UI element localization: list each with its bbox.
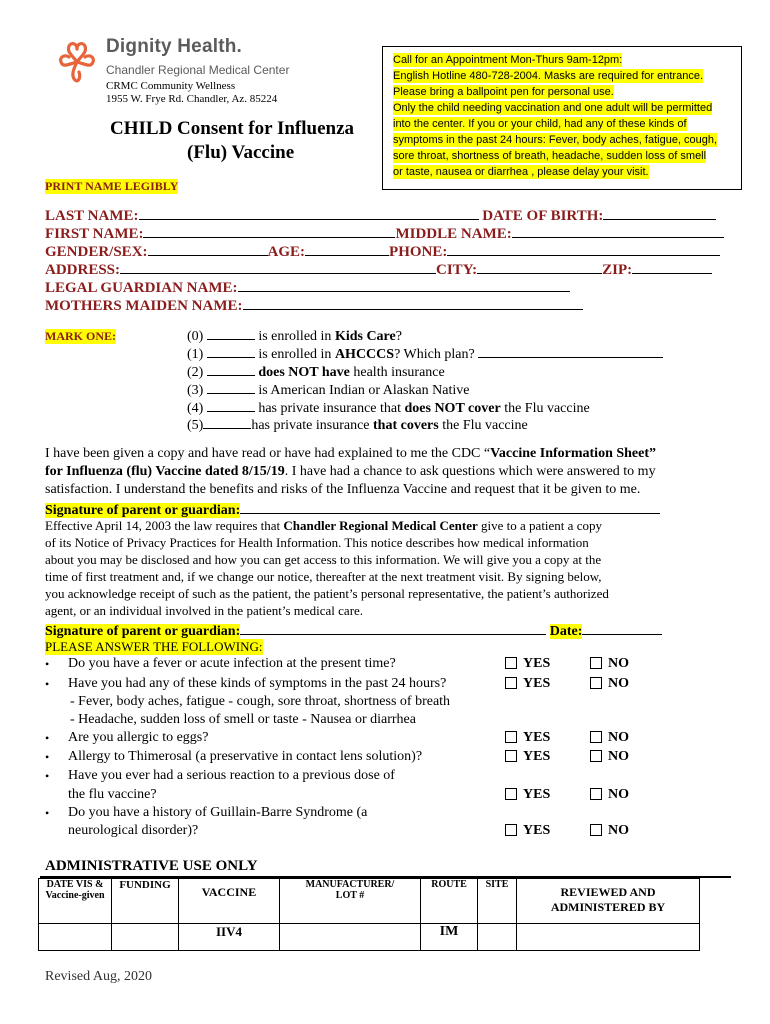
revision-date: Revised Aug, 2020 bbox=[45, 969, 152, 984]
checkbox-icon[interactable] bbox=[505, 824, 517, 836]
option-blank[interactable] bbox=[207, 327, 255, 340]
dignity-health-logo-icon bbox=[57, 40, 97, 84]
phone-field[interactable] bbox=[447, 241, 720, 256]
col-manufacturer: MANUFACTURER/ LOT # bbox=[280, 879, 421, 924]
form-title-line-2: (Flu) Vaccine bbox=[187, 142, 295, 163]
privacy-signature-row bbox=[45, 621, 662, 640]
question-prior-reaction-cont: the flu vaccine? bbox=[68, 787, 157, 802]
privacy-line-1: Effective April 14, 2003 the law requires that Chandler Regional Medical Center give to a patient a copy bbox=[45, 518, 602, 533]
privacy-line-4: time of first treatment and, if we change our notice, thereafter at the next treatment visit. By signing below, bbox=[45, 569, 602, 584]
field-row-maiden bbox=[45, 295, 583, 315]
notice-line: Call for an Appointment Mon-Thurs 9am-12pm: bbox=[393, 54, 623, 66]
middle-name-field[interactable] bbox=[512, 223, 724, 238]
privacy-signature-field[interactable] bbox=[240, 621, 546, 635]
option-blank[interactable] bbox=[207, 399, 255, 412]
consent-line-3: satisfaction. I understand the benefits and risks of the Influenza Vaccine and request that it be given to me. bbox=[45, 482, 641, 497]
checkbox-icon[interactable] bbox=[590, 731, 602, 743]
questions-heading: PLEASE ANSWER THE FOLLOWING: bbox=[45, 639, 263, 654]
maiden-name-label: MOTHERS MAIDEN NAME: bbox=[45, 298, 243, 314]
notice-line: English Hotline 480-728-2004. Masks are required for entrance. bbox=[393, 70, 704, 82]
checkbox-icon[interactable] bbox=[505, 677, 517, 689]
gender-field[interactable] bbox=[148, 241, 268, 256]
thimerosal-no-option[interactable]: NO bbox=[590, 749, 629, 765]
city-label: CITY: bbox=[436, 262, 478, 278]
insurance-option-1: (1) is enrolled in AHCCCS? Which plan? bbox=[187, 345, 663, 363]
middle-name-label: MIDDLE NAME: bbox=[395, 226, 512, 242]
notice-line: symptoms in the past 24 hours: Fever, body aches, fatigue, cough, bbox=[393, 134, 718, 146]
route-cell[interactable]: IM bbox=[421, 924, 478, 951]
consent-line-1: I have been given a copy and have read or have had explained to me the CDC “Vaccine Information Sheet” bbox=[45, 446, 657, 461]
gender-label: GENDER/SEX: bbox=[45, 244, 148, 260]
which-plan-field[interactable] bbox=[478, 345, 663, 358]
age-label: AGE: bbox=[267, 244, 306, 260]
vaccine-cell[interactable]: IIV4 bbox=[179, 924, 280, 951]
consent-signature-field[interactable] bbox=[240, 500, 660, 514]
city-field[interactable] bbox=[477, 259, 602, 274]
date-label: Date: bbox=[549, 624, 583, 639]
consent-signature-row bbox=[45, 500, 660, 519]
option-blank[interactable] bbox=[207, 381, 255, 394]
col-site: SITE bbox=[478, 879, 517, 924]
checkbox-icon[interactable] bbox=[505, 657, 517, 669]
dob-field[interactable] bbox=[603, 205, 716, 220]
option-blank[interactable] bbox=[203, 416, 251, 429]
form-title-line-1: CHILD Consent for Influenza bbox=[110, 118, 355, 139]
logo-name: Dignity Health. bbox=[106, 36, 243, 57]
reaction-no-option[interactable]: NO bbox=[590, 787, 629, 803]
fever-yes-option[interactable]: YES bbox=[505, 656, 550, 672]
insurance-option-3: (3) is American Indian or Alaskan Native bbox=[187, 383, 470, 398]
field-row-first-middle bbox=[45, 223, 724, 243]
bullet: • bbox=[45, 657, 50, 671]
admin-use-title: ADMINISTRATIVE USE ONLY bbox=[45, 858, 258, 874]
question-prior-reaction: Have you ever had a serious reaction to a previous dose of bbox=[68, 768, 395, 783]
notice-line: or taste, nausea or diarrhea , please delay your visit. bbox=[393, 166, 649, 178]
checkbox-icon[interactable] bbox=[590, 657, 602, 669]
field-row-name bbox=[45, 205, 716, 225]
bullet: • bbox=[45, 677, 50, 691]
funding-cell[interactable] bbox=[112, 924, 179, 951]
field-row-guardian bbox=[45, 277, 570, 297]
col-date-vis: DATE VIS & Vaccine-given bbox=[39, 879, 112, 924]
consent-line-2: for Influenza (flu) Vaccine dated 8/15/19. I have had a chance to ask questions which were answered to my bbox=[45, 464, 656, 479]
insurance-option-5: (5) has private insurance that covers the Flu vaccine bbox=[187, 418, 528, 433]
checkbox-icon[interactable] bbox=[590, 824, 602, 836]
symptoms-yes-option[interactable]: YES bbox=[505, 676, 550, 692]
col-reviewed-by: REVIEWED AND ADMINISTERED BY bbox=[517, 879, 700, 924]
print-legibly-label: PRINT NAME LEGIBLY bbox=[45, 179, 179, 193]
admin-header-row bbox=[39, 879, 700, 924]
date-field[interactable] bbox=[582, 621, 662, 635]
consent-signature-label: Signature of parent or guardian: bbox=[45, 503, 241, 518]
field-row-gender-age-phone bbox=[45, 241, 720, 261]
symptoms-list-2: - Headache, sudden loss of smell or taste - Nausea or diarrhea bbox=[70, 712, 416, 727]
fever-no-option[interactable]: NO bbox=[590, 656, 629, 672]
zip-label: ZIP: bbox=[602, 262, 633, 278]
notice-line: into the center. If you or your child, had any of these kinds of bbox=[393, 118, 687, 130]
admin-table bbox=[38, 878, 700, 951]
org-address: 1955 W. Frye Rd. Chandler, Az. 85224 bbox=[106, 93, 278, 105]
checkbox-icon[interactable] bbox=[590, 677, 602, 689]
egg-yes-option[interactable]: YES bbox=[505, 730, 550, 746]
guardian-name-field[interactable] bbox=[238, 277, 570, 292]
insurance-option-2: (2) does NOT have health insurance bbox=[187, 365, 445, 380]
address-label: ADDRESS: bbox=[45, 262, 121, 278]
bullet: • bbox=[45, 806, 50, 820]
phone-label: PHONE: bbox=[389, 244, 448, 260]
question-symptoms: Have you had any of these kinds of symptoms in the past 24 hours? bbox=[68, 676, 447, 691]
org-name: CRMC Community Wellness bbox=[106, 80, 236, 92]
option-blank[interactable] bbox=[207, 345, 255, 358]
insurance-option-4: (4) has private insurance that does NOT cover the Flu vaccine bbox=[187, 401, 590, 416]
col-vaccine: VACCINE bbox=[179, 879, 280, 924]
checkbox-icon[interactable] bbox=[505, 788, 517, 800]
question-fever: Do you have a fever or acute infection at the present time? bbox=[68, 656, 396, 671]
insurance-option-0: (0) is enrolled in Kids Care? bbox=[187, 329, 402, 344]
gbs-yes-option[interactable]: YES bbox=[505, 823, 550, 839]
last-name-label: LAST NAME: bbox=[45, 208, 139, 224]
appointment-notice-box bbox=[382, 46, 742, 190]
col-funding: FUNDING bbox=[112, 879, 179, 924]
maiden-name-field[interactable] bbox=[243, 295, 583, 310]
checkbox-icon[interactable] bbox=[590, 788, 602, 800]
last-name-field[interactable] bbox=[139, 205, 479, 220]
zip-field[interactable] bbox=[632, 259, 712, 274]
thimerosal-yes-option[interactable]: YES bbox=[505, 749, 550, 765]
notice-line: sore throat, shortness of breath, headache, sudden loss of smell bbox=[393, 150, 707, 162]
checkbox-icon[interactable] bbox=[590, 750, 602, 762]
first-name-label: FIRST NAME: bbox=[45, 226, 144, 242]
option-blank[interactable] bbox=[207, 363, 255, 376]
symptoms-list-1: - Fever, body aches, fatigue - cough, sore throat, shortness of breath bbox=[70, 694, 451, 709]
question-egg-allergy: Are you allergic to eggs? bbox=[68, 730, 209, 745]
question-gbs: Do you have a history of Guillain-Barre Syndrome (a bbox=[68, 805, 368, 820]
privacy-signature-label: Signature of parent or guardian: bbox=[45, 624, 241, 639]
manufacturer-cell[interactable] bbox=[280, 924, 421, 951]
logo-subtitle: Chandler Regional Medical Center bbox=[106, 63, 290, 77]
mark-one-label: MARK ONE: bbox=[45, 329, 116, 343]
checkbox-icon[interactable] bbox=[505, 750, 517, 762]
first-name-field[interactable] bbox=[143, 223, 395, 238]
guardian-name-label: LEGAL GUARDIAN NAME: bbox=[45, 280, 238, 296]
gbs-no-option[interactable]: NO bbox=[590, 823, 629, 839]
bullet: • bbox=[45, 769, 50, 783]
notice-line: Only the child needing vaccination and one adult will be permitted bbox=[393, 102, 713, 114]
privacy-line-2: of its Notice of Privacy Practices for Health Information. This notice describes how medical information bbox=[45, 535, 589, 550]
bullet: • bbox=[45, 750, 50, 764]
reaction-yes-option[interactable]: YES bbox=[505, 787, 550, 803]
address-field[interactable] bbox=[120, 259, 436, 274]
notice-line: Please bring a ballpoint pen for personal use. bbox=[393, 86, 614, 98]
privacy-line-6: agent, or an individual involved in the patient’s medical care. bbox=[45, 603, 364, 618]
dob-label: DATE OF BIRTH: bbox=[482, 208, 604, 224]
col-route: ROUTE bbox=[421, 879, 478, 924]
field-row-address bbox=[45, 259, 712, 279]
symptoms-no-option[interactable]: NO bbox=[590, 676, 629, 692]
age-field[interactable] bbox=[305, 241, 389, 256]
admin-value-row bbox=[39, 924, 700, 951]
question-thimerosal: Allergy to Thimerosal (a preservative in contact lens solution)? bbox=[68, 749, 423, 764]
checkbox-icon[interactable] bbox=[505, 731, 517, 743]
reviewed-by-cell[interactable] bbox=[517, 924, 700, 951]
egg-no-option[interactable]: NO bbox=[590, 730, 629, 746]
date-vis-cell[interactable] bbox=[39, 924, 112, 951]
site-cell[interactable] bbox=[478, 924, 517, 951]
question-gbs-cont: neurological disorder)? bbox=[68, 823, 199, 838]
privacy-line-3: about you may be disclosed and how you can get access to this information. We will give you a copy at the bbox=[45, 552, 602, 567]
bullet: • bbox=[45, 731, 50, 745]
privacy-line-5: you acknowledge receipt of such as the patient, the patient’s personal representative, the patient’s authorized bbox=[45, 586, 609, 601]
